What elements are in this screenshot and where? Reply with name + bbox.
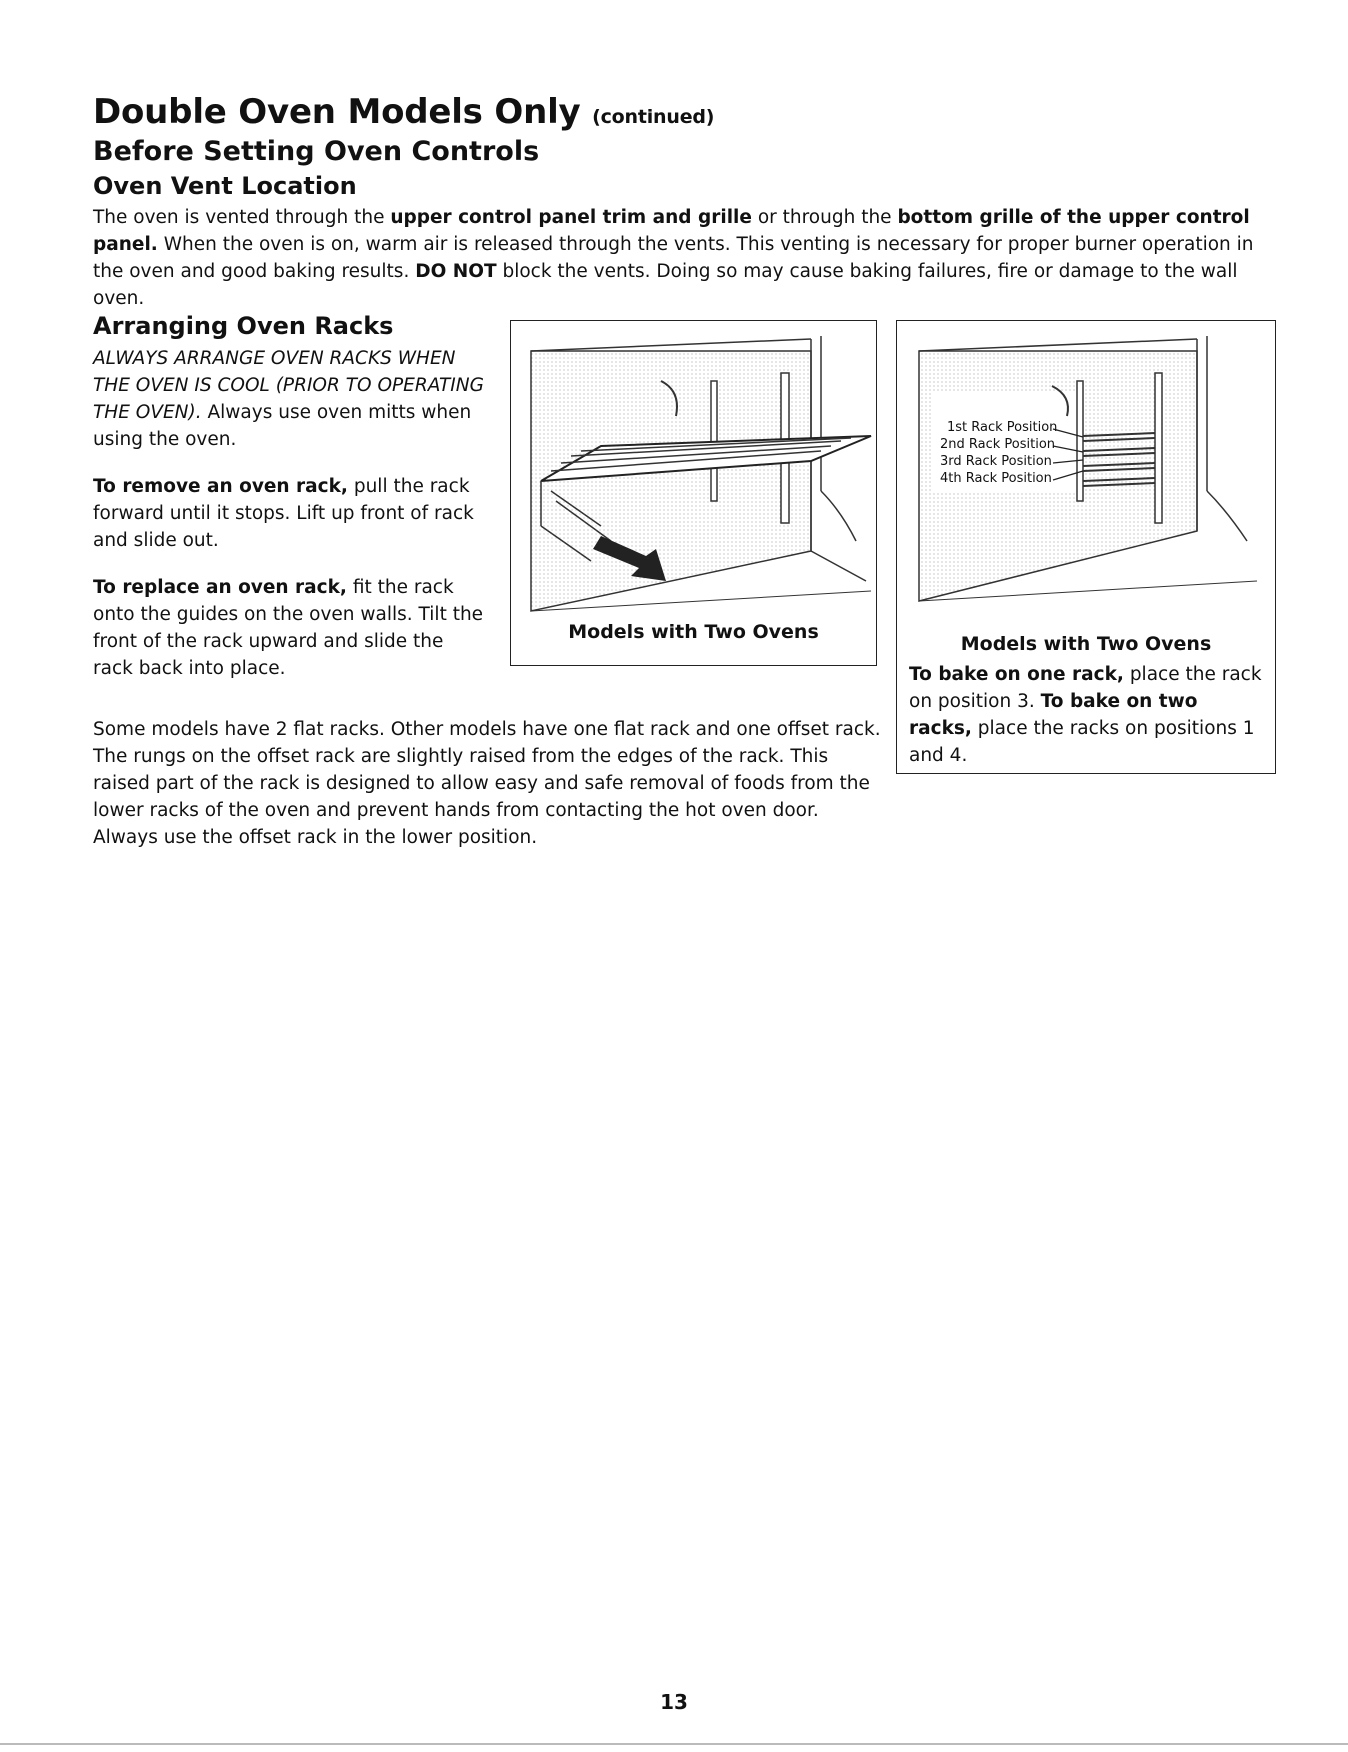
bake-two-racks-rest: place the racks on positions 1 and 4. (909, 718, 1255, 766)
remove-rack-bold: To remove an oven rack, (93, 476, 348, 497)
offset-rack-paragraph: Some models have 2 flat racks. Other models have one flat rack and one offset rack. The rungs on the offset rack are slightly raised from the edges of the rack. This raised part of the rack is designed to allow easy and safe removal of foods from the lower racks of the oven and prevent hands from contacting the hot oven door. Always use the offset rack in the lower position. (93, 719, 881, 848)
page-number: 13 (660, 1690, 688, 1714)
remove-rack-paragraph (93, 473, 485, 554)
vent-bold-1: upper control panel trim and grille (390, 207, 752, 228)
rack-position-label-3: 3rd Rack Position (940, 454, 1052, 469)
page-title (93, 92, 714, 132)
racks-warning-italic: ALWAYS ARRANGE OVEN RACKS WHEN THE OVEN IS COOL (PRIOR TO OPERATING THE OVEN). (93, 348, 484, 423)
figure-remove-rack (510, 320, 877, 666)
vent-text-2: or through the (751, 207, 898, 228)
rack-positions-illustration (897, 321, 1275, 621)
vent-text-4: block the vents. Doing so may cause baking failures, fire or damage to the wall oven. (93, 261, 1238, 309)
racks-warning (93, 345, 485, 453)
vent-paragraph (93, 204, 1283, 312)
vent-heading: Oven Vent Location (93, 172, 357, 200)
section-subtitle: Before Setting Oven Controls (93, 136, 540, 167)
remove-rack-rest: pull the rack forward until it stops. Lift up front of rack and slide out. (93, 476, 474, 551)
replace-rack-paragraph (93, 574, 485, 682)
vent-bold-2: bottom grille of the upper control panel. (93, 207, 1250, 255)
rack-position-label-1: 1st Rack Position (947, 420, 1058, 435)
figure-rack-positions (896, 320, 1276, 774)
page-title-text: Double Oven Models Only (93, 92, 581, 132)
replace-rack-rest: fit the rack onto the guides on the oven walls. Tilt the front of the rack upward and slide the rack back into place. (93, 577, 484, 679)
bake-one-rack-bold: To bake on one rack, (909, 664, 1124, 685)
bottom-divider (0, 1743, 1348, 1745)
figure1-caption: Models with Two Ovens (568, 621, 819, 643)
vent-text-3: When the oven is on, warm air is released through the vents. This venting is necessary for proper burner operation in the oven and good baking results. (93, 234, 1254, 282)
bake-instructions (909, 661, 1265, 769)
bake-one-rack-rest: place the rack on position 3. (909, 664, 1262, 712)
vent-bold-3: DO NOT (415, 261, 497, 282)
vent-text-1: The oven is vented through the (93, 207, 391, 228)
page-title-suffix: (continued) (592, 106, 715, 128)
replace-rack-bold: To replace an oven rack, (93, 577, 347, 598)
oven-rack-illustration (511, 321, 876, 621)
bake-two-racks-bold: To bake on two racks, (909, 691, 1198, 739)
rack-position-label-4: 4th Rack Position (940, 471, 1052, 486)
racks-column (93, 345, 485, 702)
racks-heading: Arranging Oven Racks (93, 312, 394, 340)
racks-warning-rest: Always use oven mitts when using the oven. (93, 402, 472, 450)
figure2-caption: Models with Two Ovens (960, 633, 1212, 655)
rack-position-label-2: 2nd Rack Position (940, 437, 1056, 452)
